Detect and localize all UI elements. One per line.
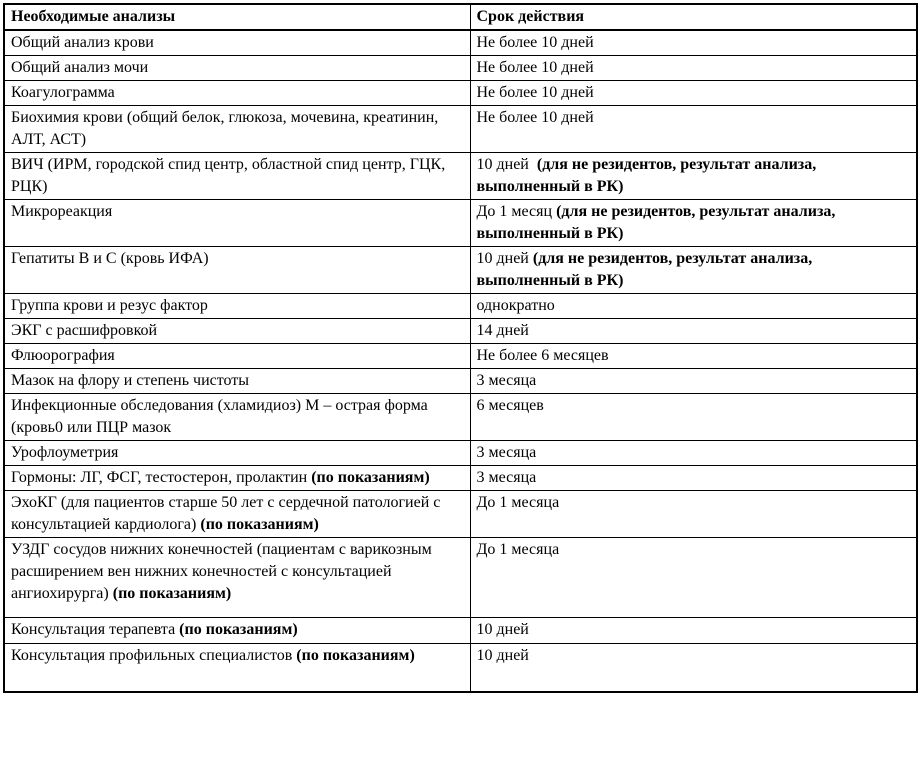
test-name: Инфекционные обследования (хламидиоз) М – острая форма (кровь0 или ПЦР мазок bbox=[11, 397, 428, 436]
validity-cell bbox=[470, 30, 917, 56]
validity-cell bbox=[470, 81, 917, 106]
test-name-cell bbox=[4, 466, 470, 491]
test-name-cell bbox=[4, 81, 470, 106]
test-name-cell bbox=[4, 319, 470, 344]
validity-term: До 1 месяца bbox=[476, 541, 560, 558]
validity-cell bbox=[470, 106, 917, 153]
validity-cell bbox=[470, 491, 917, 538]
test-name-cell bbox=[4, 30, 470, 56]
validity-term: 10 дней bbox=[476, 647, 529, 664]
test-name-cell bbox=[4, 538, 470, 618]
validity-term: До 1 месяца bbox=[476, 494, 560, 511]
test-name-cell bbox=[4, 369, 470, 394]
validity-term: 10 дней bbox=[476, 156, 537, 173]
validity-term: Не более 10 дней bbox=[476, 109, 594, 126]
validity-cell bbox=[470, 200, 917, 247]
validity-term: Не более 10 дней bbox=[476, 59, 594, 76]
validity-cell bbox=[470, 153, 917, 200]
test-name-cell bbox=[4, 294, 470, 319]
test-name-cell bbox=[4, 394, 470, 441]
test-name-cell bbox=[4, 106, 470, 153]
validity-note: (для не резидентов, результат анализа, выполненный в РК) bbox=[476, 203, 836, 242]
test-name: Урофлоуметрия bbox=[11, 444, 119, 461]
test-name: Гормоны: ЛГ, ФСГ, тестостерон, пролактин bbox=[11, 469, 312, 486]
validity-cell bbox=[470, 394, 917, 441]
test-name-cell bbox=[4, 618, 470, 644]
test-note: (по показаниям) bbox=[112, 585, 232, 602]
table-row bbox=[4, 153, 917, 200]
table-row bbox=[4, 466, 917, 491]
test-name: ВИЧ (ИРМ, городской спид центр, областной спид центр, ГЦК, РЦК) bbox=[11, 156, 446, 195]
table-row bbox=[4, 441, 917, 466]
validity-cell bbox=[470, 247, 917, 294]
test-name: Общий анализ крови bbox=[11, 34, 154, 51]
test-note: (по показаниям) bbox=[200, 516, 319, 533]
validity-cell bbox=[470, 56, 917, 81]
table-row bbox=[4, 294, 917, 319]
validity-term: 3 месяца bbox=[476, 444, 537, 461]
validity-cell bbox=[470, 344, 917, 369]
validity-cell bbox=[470, 618, 917, 644]
table-row bbox=[4, 538, 917, 618]
validity-term: Не более 10 дней bbox=[476, 84, 594, 101]
test-name-cell bbox=[4, 344, 470, 369]
table-row bbox=[4, 644, 917, 692]
test-note: (по показаниям) bbox=[296, 647, 415, 664]
validity-term: 3 месяца bbox=[476, 372, 537, 389]
validity-term: однократно bbox=[476, 297, 555, 314]
table-row bbox=[4, 344, 917, 369]
test-name-cell bbox=[4, 56, 470, 81]
table-row bbox=[4, 618, 917, 644]
validity-cell bbox=[470, 644, 917, 692]
table-header-row bbox=[4, 4, 917, 30]
validity-cell bbox=[470, 319, 917, 344]
header-required-tests: Необходимые анализы bbox=[4, 4, 470, 30]
validity-cell bbox=[470, 538, 917, 618]
test-name: Консультация профильных специалистов bbox=[11, 647, 297, 664]
test-name-cell bbox=[4, 247, 470, 294]
validity-term: Не более 6 месяцев bbox=[476, 347, 609, 364]
test-name: Группа крови и резус фактор bbox=[11, 297, 208, 314]
test-name: ЭхоКГ (для пациентов старше 50 лет с сердечной патологией с консультацией кардиолога) bbox=[11, 494, 441, 533]
test-name: Биохимия крови (общий белок, глюкоза, мочевина, креатинин, АЛТ, АСТ) bbox=[11, 109, 439, 148]
test-name-cell bbox=[4, 200, 470, 247]
table-row bbox=[4, 491, 917, 538]
validity-term: 10 дней bbox=[476, 621, 529, 638]
validity-note: (для не резидентов, результат анализа, выполненный в РК) bbox=[476, 250, 813, 289]
table-row bbox=[4, 30, 917, 56]
test-note: (по показаниям) bbox=[179, 621, 298, 638]
test-name: Мазок на флору и степень чистоты bbox=[11, 372, 250, 389]
test-name-cell bbox=[4, 441, 470, 466]
validity-term: 14 дней bbox=[476, 322, 529, 339]
table-row bbox=[4, 200, 917, 247]
validity-cell bbox=[470, 466, 917, 491]
test-name: Микрореакция bbox=[11, 203, 113, 220]
test-name: Коагулограмма bbox=[11, 84, 115, 101]
table-row bbox=[4, 56, 917, 81]
validity-term: 3 месяца bbox=[476, 469, 537, 486]
validity-note: (для не резидентов, результат анализа, выполненный в РК) bbox=[476, 156, 817, 195]
table-row bbox=[4, 81, 917, 106]
table-row bbox=[4, 369, 917, 394]
test-name-cell bbox=[4, 491, 470, 538]
test-note: (по показаниям) bbox=[311, 469, 430, 486]
test-name: Общий анализ мочи bbox=[11, 59, 149, 76]
validity-term: 6 месяцев bbox=[476, 397, 544, 414]
header-validity-period: Срок действия bbox=[470, 4, 917, 30]
test-name: Гепатиты В и С (кровь ИФА) bbox=[11, 250, 209, 267]
test-name: Флюорография bbox=[11, 347, 115, 364]
test-name-cell bbox=[4, 644, 470, 692]
validity-term: Не более 10 дней bbox=[476, 34, 594, 51]
test-name: ЭКГ с расшифровкой bbox=[11, 322, 158, 339]
table-row bbox=[4, 394, 917, 441]
test-name: Консультация терапевта bbox=[11, 621, 180, 638]
validity-cell bbox=[470, 294, 917, 319]
table-row bbox=[4, 106, 917, 153]
table-row bbox=[4, 247, 917, 294]
test-name: УЗДГ сосудов нижних конечностей (пациентам с варикозным расширением вен нижних конечностей с консультацией ангиохирурга) bbox=[11, 541, 432, 602]
table-row bbox=[4, 319, 917, 344]
required-tests-table bbox=[3, 3, 918, 693]
validity-cell bbox=[470, 369, 917, 394]
test-name-cell bbox=[4, 153, 470, 200]
validity-term: До 1 месяц bbox=[476, 203, 557, 220]
validity-term: 10 дней bbox=[476, 250, 533, 267]
validity-cell bbox=[470, 441, 917, 466]
